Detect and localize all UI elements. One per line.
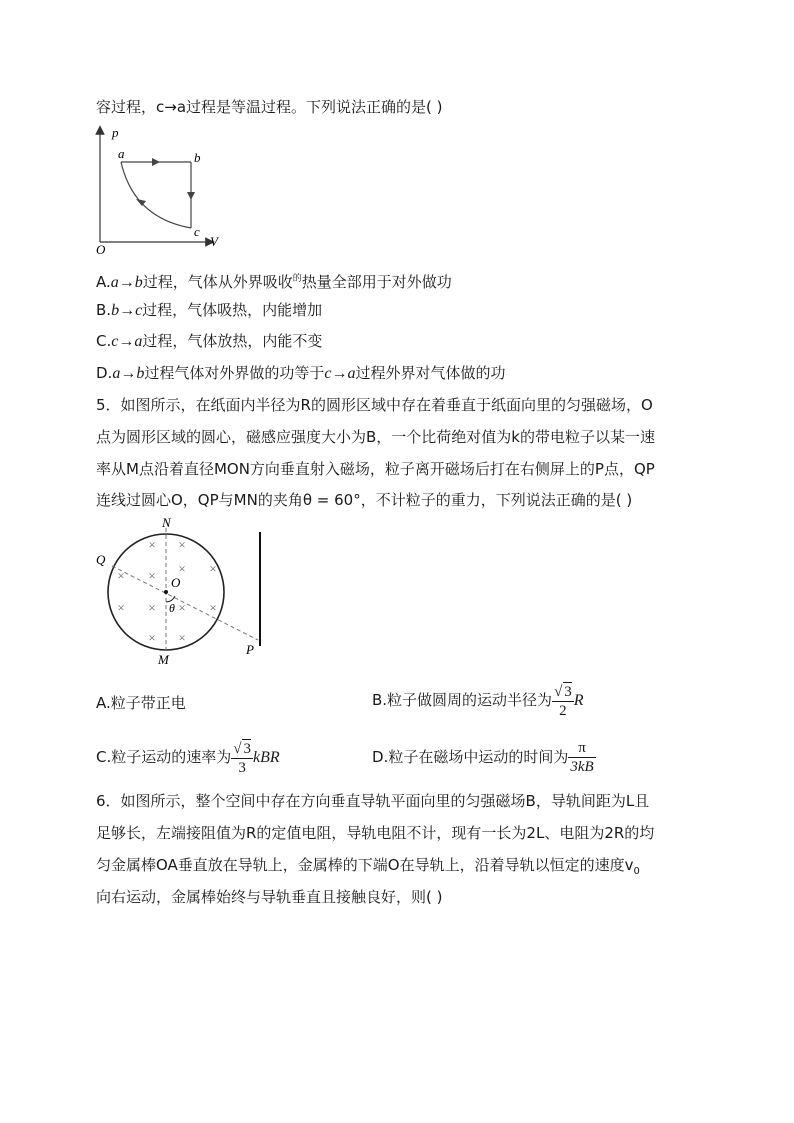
q5-line-2: 点为圆形区域的圆心，磁感应强度大小为B，一个比荷绝对值为k的带电粒子以某一速 xyxy=(96,428,655,446)
label-p: P xyxy=(246,642,254,657)
field-cross: × xyxy=(178,537,186,552)
q4-option-a: A.a→b过程，气体从外界吸收$^的$热量全部用于对外做功 xyxy=(96,273,452,291)
field-cross: × xyxy=(178,561,186,576)
field-cross: × xyxy=(209,600,217,615)
q5-line-4: 连线过圆心O，QP与MN的夹角θ = 60°，不计粒子的重力，下列说法正确的是( ) xyxy=(96,491,633,509)
field-cross: × xyxy=(117,600,125,615)
arrow-ca xyxy=(136,199,146,206)
label-theta: θ xyxy=(169,601,175,615)
q4-option-d: D.a→b过程气体对外界做的功等于c→a过程外界对气体做的功 xyxy=(96,364,506,382)
q4-option-c: C.c→a过程，气体放热，内能不变 xyxy=(96,332,323,350)
q5-option-b: B.粒子做圆周的运动半径为 $\frac{√ 3}{2}$ R xyxy=(372,683,584,719)
field-cross: × xyxy=(148,537,156,552)
field-cross: × xyxy=(209,561,217,576)
arrow-ab xyxy=(152,158,160,166)
point-a-label: a xyxy=(118,146,125,161)
label-m: M xyxy=(158,652,169,666)
q5-option-a: A.粒子带正电 xyxy=(96,694,186,712)
label-n: N xyxy=(162,516,171,530)
v-label: V xyxy=(210,234,218,249)
q5-option-c: C.粒子运动的速率为 $\frac{√ 3}{3}$ kBR xyxy=(96,740,280,776)
origin-label: O xyxy=(96,242,106,254)
process-ca xyxy=(121,162,191,228)
magnetic-field-figure xyxy=(92,516,282,666)
q4-stem-tail: 容过程，c→a过程是等温过程。下列说法正确的是( ) xyxy=(96,98,443,116)
p-label: p xyxy=(112,125,119,140)
q5-line-3: 率从M点沿着直径MON方向垂直射入磁场，粒子离开磁场后打在右侧屏上的P点，QP xyxy=(96,460,655,478)
q6-line-4: 向右运动，金属棒始终与导轨垂直且接触良好，则( ) xyxy=(96,888,443,906)
label-o: O xyxy=(171,575,181,590)
field-cross: × xyxy=(117,568,125,583)
q6-line-2: 足够长，左端接阻值为R的定值电阻，导轨电阻不计，现有一长为2L、电阻为2R的均 xyxy=(96,824,655,842)
q5-line-1: 5．如图所示，在纸面内半径为R的圆形区域中存在着垂直于纸面向里的匀强磁场，O xyxy=(96,396,653,414)
center-dot xyxy=(164,590,168,594)
field-cross: × xyxy=(148,568,156,583)
field-cross: × xyxy=(148,630,156,645)
q6-line-3: 匀金属棒OA垂直放在导轨上，金属棒的下端O在导轨上，沿着导轨以恒定的速度$v_0$ xyxy=(96,856,640,877)
arrow-bc xyxy=(187,192,195,200)
q5-option-d: D.粒子在磁场中运动的时间为 $\frac{\pi}{3kB}$ xyxy=(372,740,594,775)
point-c-label: c xyxy=(194,224,200,239)
field-cross: × xyxy=(178,630,186,645)
point-b-label: b xyxy=(194,150,201,165)
label-q: Q xyxy=(96,552,106,567)
q6-line-1: 6．如图所示，整个空间中存在方向垂直导轨平面向里的匀强磁场B，导轨间距为L且 xyxy=(96,792,650,810)
field-cross: × xyxy=(148,600,156,615)
pv-graph xyxy=(90,124,230,254)
field-cross: × xyxy=(178,600,186,615)
q4-option-b: B.b→c过程，气体吸热，内能增加 xyxy=(96,301,323,319)
